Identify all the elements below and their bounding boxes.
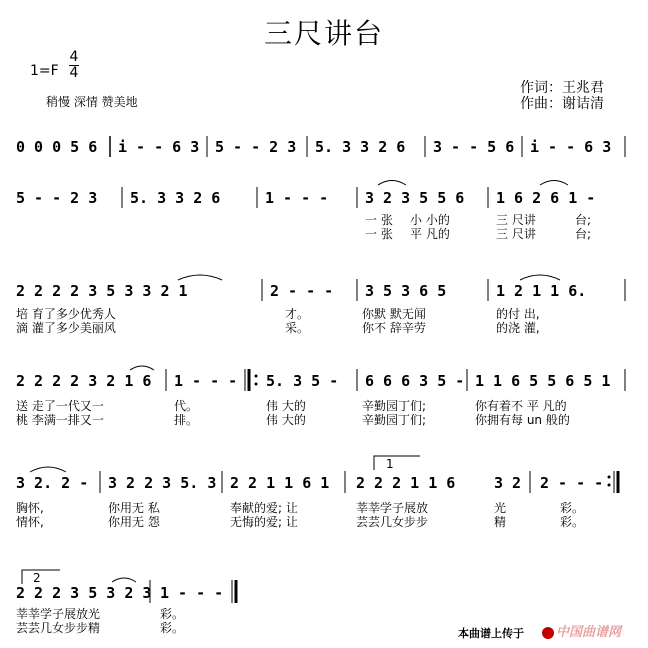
slur	[520, 275, 560, 280]
volta-bracket-2	[22, 570, 60, 584]
measure-5-1: 3 2. 2 -	[16, 474, 89, 492]
volta-bracket-1	[374, 456, 420, 470]
lyric-5-1b: 情怀,	[16, 515, 44, 529]
repeat-dot	[255, 383, 258, 386]
slur	[378, 181, 406, 186]
lyric-2-3a: 三 尺讲	[496, 213, 536, 227]
slur	[540, 181, 568, 186]
lyric-2-4a: 台;	[575, 213, 592, 227]
lyric-2-2b: 平 凡的	[410, 227, 450, 241]
lyric-3-3b: 你不 辞辛劳	[362, 321, 426, 335]
measure-3-4: 1 2 1 1 6.	[496, 282, 587, 300]
measure-2-5: 1 6 2 6 1 -	[496, 189, 596, 207]
lyric-6-2a: 彩。	[160, 607, 185, 621]
lyric-5-4a: 莘莘学子展放	[356, 501, 429, 515]
measure-5-4: 2 2 2 1 1 6	[356, 474, 456, 492]
lyric-2-2a: 小 小的	[410, 213, 450, 227]
lyric-4-5b: 你拥有每 un 般的	[475, 413, 570, 427]
slur	[112, 578, 136, 582]
song-title: 三尺讲台	[263, 17, 384, 50]
lyric-5-5b: 精	[494, 515, 507, 529]
time-signature-top: 4	[69, 49, 79, 65]
site-logo[interactable]	[542, 621, 621, 640]
measure-1-5: 3 - - 5 6	[433, 138, 515, 156]
measure-1-1: 0 0 0 5 6	[16, 138, 98, 156]
lyric-4-2b: 排。	[174, 413, 199, 427]
measure-1-4: 5. 3 3 2 6	[315, 138, 406, 156]
lyric-5-4b: 芸芸几女步步	[356, 515, 429, 529]
score-row-1	[16, 136, 625, 157]
lyric-2-3b: 三 尺讲	[496, 227, 536, 241]
lyric-5-5a: 光	[494, 501, 507, 515]
time-signature-bottom: 4	[69, 65, 79, 81]
measure-5-2: 3 2 2 3 5. 3	[108, 474, 217, 492]
measure-5-6: 2 - - -	[540, 474, 604, 492]
lyric-3-2a: 才。	[285, 307, 310, 321]
measure-4-3: 5. 3 5 -	[266, 372, 339, 390]
score-row-2	[16, 181, 595, 242]
lyric-3-4b: 的浇 灌,	[496, 321, 540, 335]
lyric-4-2a: 代。	[174, 399, 199, 413]
lyric-4-3a: 伟 大的	[266, 399, 306, 413]
measure-2-1: 5 - - 2 3	[16, 189, 98, 207]
lyric-6-1a: 莘莘学子展放光	[16, 607, 101, 621]
lyric-3-1b: 滴 灌了多少美丽风	[16, 321, 116, 335]
lyric-5-6b: 彩。	[560, 515, 585, 529]
lyric-2-4b: 台;	[575, 227, 592, 241]
upload-note: 本曲谱上传于	[458, 627, 524, 640]
measure-3-1: 2 2 2 2 3 5 3 3 2 1	[16, 282, 188, 300]
logo-icon	[542, 627, 554, 639]
lyric-3-3a: 你默 默无闻	[362, 307, 426, 321]
measure-6-1: 2 2 2 3 5 3 2 3	[16, 584, 152, 602]
score-row-5	[16, 456, 618, 529]
lyric-5-3a: 奉献的爱; 让	[230, 501, 298, 515]
measure-5-5: 3 2	[494, 474, 522, 492]
lyric-2-1b: 一 张	[365, 227, 393, 241]
lyric-6-2b: 彩。	[160, 621, 185, 635]
lyric-5-2b: 你用无 怨	[108, 515, 160, 529]
lyric-5-1a: 胸怀,	[16, 501, 44, 515]
lyric-4-5a: 你有着不 平 凡的	[475, 399, 567, 413]
volta-2-label: 2	[33, 571, 41, 585]
key-signature: 1=F	[30, 63, 59, 79]
measure-1-2: i - - 6 3	[118, 138, 200, 156]
measure-4-4: 6 6 6 3 5 -	[365, 372, 465, 390]
repeat-dot	[608, 476, 611, 479]
score-row-4	[16, 366, 625, 427]
measure-1-6: i - - 6 3	[530, 138, 612, 156]
lyric-3-2b: 采。	[285, 321, 310, 335]
lyricist-credit: 作词：王兆君	[520, 80, 604, 96]
lyric-2-1a: 一 张	[365, 213, 393, 227]
measure-2-3: 1 - - -	[265, 189, 329, 207]
measure-2-4: 3 2 3 5 5 6	[365, 189, 465, 207]
tempo-marking: 稍慢 深情 赞美地	[46, 95, 138, 109]
score-row-6	[16, 570, 236, 635]
measure-4-2: 1 - - -	[174, 372, 238, 390]
measure-3-2: 2 - - -	[270, 282, 334, 300]
measure-6-2: 1 - - -	[160, 584, 224, 602]
lyric-5-2a: 你用无 私	[108, 501, 160, 515]
measure-4-5: 1 1 6 5 5 6 5 1	[475, 372, 611, 390]
slur	[178, 275, 222, 280]
lyric-4-3b: 伟 大的	[266, 413, 306, 427]
measure-4-1: 2 2 2 2 3 2 1 6	[16, 372, 152, 390]
lyric-4-4a: 辛勤园丁们;	[362, 399, 427, 413]
lyric-6-1b: 芸芸几女步步精	[16, 621, 101, 635]
score-row-3	[16, 275, 625, 335]
site-name: 中国曲谱网	[556, 625, 622, 640]
slur	[130, 366, 154, 370]
lyric-3-1a: 培 育了多少优秀人	[16, 307, 116, 321]
lyric-5-3b: 无悔的爱; 让	[230, 515, 298, 529]
lyric-3-4a: 的付 出,	[496, 307, 540, 321]
measure-2-2: 5. 3 3 2 6	[130, 189, 221, 207]
lyric-5-6a: 彩。	[560, 501, 585, 515]
measure-5-3: 2 2 1 1 6 1	[230, 474, 330, 492]
lyric-4-4b: 辛勤园丁们;	[362, 413, 427, 427]
composer-credit: 作曲：谢诘清	[520, 96, 604, 112]
lyric-4-1a: 送 走了一代又一	[16, 399, 104, 413]
volta-1-label: 1	[386, 457, 394, 471]
slur	[30, 467, 66, 472]
measure-3-3: 3 5 3 6 5	[365, 282, 447, 300]
repeat-dot	[608, 484, 611, 487]
repeat-dot	[255, 375, 258, 378]
lyric-4-1b: 桃 李满一排又一	[16, 413, 104, 427]
measure-1-3: 5 - - 2 3	[215, 138, 297, 156]
